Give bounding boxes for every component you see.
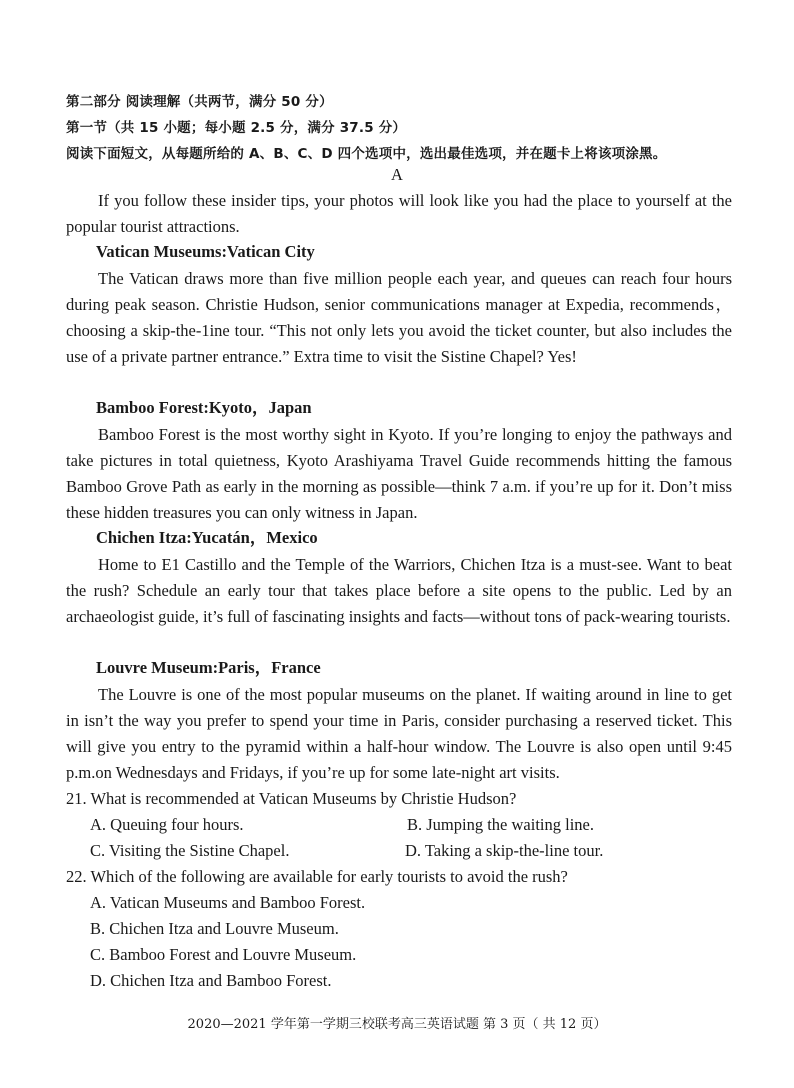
- passage-intro: If you follow these insider tips, your photos will look like you had the place to yourself at the popular tourist attractions.: [66, 191, 732, 236]
- section-text-vatican: The Vatican draws more than five million people each year, and queues can reach four hours during peak season. Christie Hudson, senior communications manager at Expedia, recommends，choosing a skip-the-1ine tour. “This not only lets you avoid the ticket counter, but also includes the use of a private partner entrance.” Extra time to visit the Sistine Chapel? Yes!: [66, 269, 732, 366]
- section-text-louvre: The Louvre is one of the most popular museums on the planet. If waiting around in line to get in isn’t the way you prefer to spend your time in Paris, consider purchasing a reserved ticket. This will give you entry to the pyramid within a half-hour window. The Louvre is also open until 9:45 p.m.on Wednesdays and Fridays, if you’re up for some late-night art visits.: [66, 685, 732, 782]
- section-text-bamboo: Bamboo Forest is the most worthy sight in Kyoto. If you’re longing to enjoy the pathways and take pictures in total quietness, Kyoto Arashiyama Travel Guide recommends hitting the famous Bamboo Grove Path as early in the morning as possible—think 7 a.m. if you’re up for it. Don’t miss these hidden treasures you can only witness in Japan.: [66, 425, 732, 522]
- question-22: 22. Which of the following are available for early tourists to avoid the rush?: [66, 867, 568, 886]
- question-21: 21. What is recommended at Vatican Museums by Christie Hudson?: [66, 789, 517, 808]
- section-text-chichen: Home to E1 Castillo and the Temple of the Warriors, Chichen Itza is a must-see. Want to beat the rush? Schedule an early tour that takes place before a site opens to the public. Led by an archaeologist guide, it’s full of fascinating insights and facts—without tons of pack-wearing tourists.: [66, 555, 732, 626]
- page-footer: 2020—2021 学年第一学期三校联考高三英语试题 第 3 页（ 共 12 页）: [187, 1017, 607, 1032]
- section-heading-chichen: Chichen Itza:Yucatán，Mexico: [96, 528, 318, 547]
- q21-option-a: A. Queuing four hours.: [90, 815, 244, 834]
- q22-option-d: D. Chichen Itza and Bamboo Forest.: [90, 971, 332, 990]
- section-heading-bamboo: Bamboo Forest:Kyoto，Japan: [96, 398, 312, 417]
- q22-option-a: A. Vatican Museums and Bamboo Forest.: [90, 893, 366, 912]
- section-heading-vatican: Vatican Museums:Vatican City: [96, 242, 315, 261]
- q22-option-c: C. Bamboo Forest and Louvre Museum.: [90, 945, 357, 964]
- passage-label: A: [391, 165, 403, 184]
- section-title: 第一节（共 15 小题；每小题 2.5 分，满分 37.5 分）: [66, 120, 407, 136]
- q21-option-b: B. Jumping the waiting line.: [407, 815, 594, 834]
- q22-option-b: B. Chichen Itza and Louvre Museum.: [90, 919, 339, 938]
- q21-option-d: D. Taking a skip-the-line tour.: [405, 841, 604, 860]
- section-heading-louvre: Louvre Museum:Paris，France: [96, 658, 321, 677]
- q21-option-c: C. Visiting the Sistine Chapel.: [90, 841, 290, 860]
- instruction: 阅读下面短文，从每题所给的 A、B、C、D 四个选项中，选出最佳选项，并在题卡上将该项涂黑。: [66, 146, 667, 162]
- part-title: 第二部分 阅读理解（共两节，满分 50 分）: [66, 94, 333, 110]
